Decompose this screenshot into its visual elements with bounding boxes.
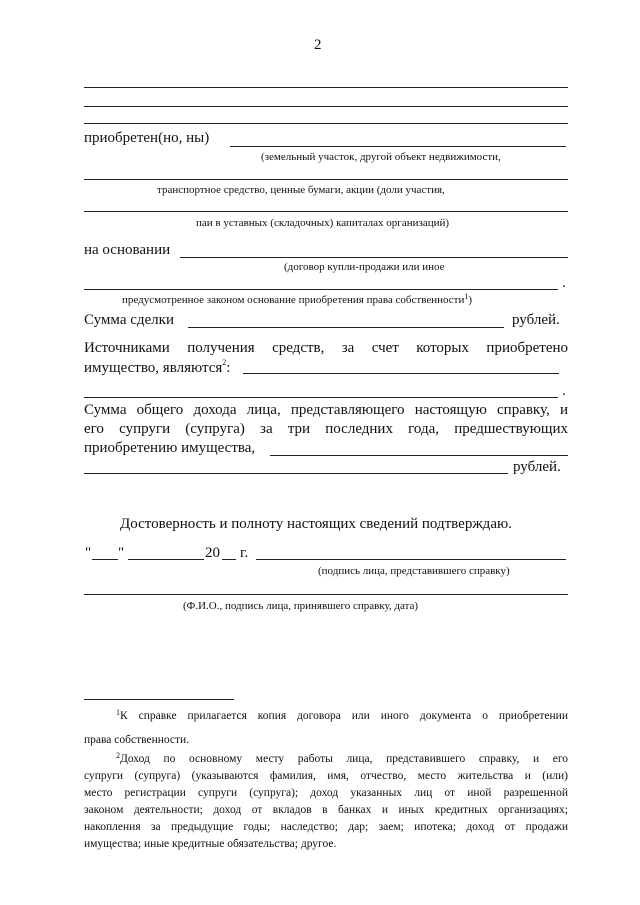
rubles-label: рублей.	[513, 459, 561, 475]
date-year-prefix: 20	[205, 545, 220, 561]
hint-signature-submitter: (подпись лица, представившего справку)	[318, 565, 510, 577]
acquired-input-line[interactable]	[230, 146, 566, 147]
blank-line[interactable]	[84, 179, 568, 180]
date-g: г.	[240, 545, 249, 561]
date-quote-open: "	[85, 545, 92, 561]
hint-legal-basis: предусмотренное законом основание приобретения права собственности$^1$)	[122, 292, 473, 306]
date-year-line[interactable]	[222, 559, 236, 560]
income-text-2: его супруги (супруга) за три последних года, предшествующих	[84, 421, 568, 437]
page-number: 2	[314, 37, 322, 53]
footnote-2-line-6: имущества; иные кредитные обязательства; другое.	[84, 838, 337, 850]
footnote-2: $^2$Доход по основному месту работы лица, представившего справку, и его	[116, 751, 568, 765]
footnote-separator	[84, 699, 234, 700]
blank-line[interactable]	[84, 289, 558, 290]
footnote-2-line-3: место регистрации супруги (супруга); доход указанных лиц от иной разрешенной	[84, 787, 568, 799]
sources-text-2: имущество, являются$^2$:	[84, 358, 231, 376]
footnote-2-line-5: накопления за предыдущие годы; наследство; дар; заем; ипотека; доход от продажи	[84, 821, 568, 833]
date-day-line[interactable]	[92, 559, 118, 560]
confirm-text: Достоверность и полноту настоящих сведений подтверждаю.	[120, 516, 512, 532]
basis-input-line[interactable]	[180, 257, 568, 258]
basis-label: на основании	[84, 242, 171, 258]
income-text: Сумма общего дохода лица, представляющего настоящую справку, и	[84, 402, 568, 418]
date-quote-close: "	[118, 545, 125, 561]
signature-submitter-line[interactable]	[256, 559, 566, 560]
footnote-2-line-2: супруги (супруга) (указываются фамилия, имя, отчество, место жительства и (или)	[84, 770, 568, 782]
blank-line	[84, 106, 568, 107]
sources-text: Источниками получения средств, за счет которых приобретено	[84, 340, 568, 356]
hint-contract: (договор купли-продажи или иное	[284, 261, 445, 273]
sources-input-line[interactable]	[243, 373, 559, 374]
deal-sum-input-line[interactable]	[188, 327, 504, 328]
footnote-1-cont: права собственности.	[84, 734, 190, 746]
income-text-3: приобретению имущества,	[84, 440, 256, 456]
blank-line	[84, 87, 568, 88]
rubles-label: рублей.	[512, 312, 560, 328]
hint-transport: транспортное средство, ценные бумаги, акции (доли участия,	[157, 184, 445, 196]
blank-line[interactable]	[84, 397, 558, 398]
hint-shares: паи в уставных (складочных) капиталах организаций)	[196, 217, 450, 229]
blank-line[interactable]	[84, 211, 568, 212]
blank-line	[84, 123, 568, 124]
acquired-label: приобретен(но, ны)	[84, 130, 210, 146]
hint-property: (земельный участок, другой объект недвижимости,	[261, 151, 501, 163]
date-month-line[interactable]	[128, 559, 204, 560]
signature-receiver-line[interactable]	[84, 594, 568, 595]
period: .	[562, 383, 566, 399]
deal-sum-label: Сумма сделки	[84, 312, 174, 328]
hint-signature-receiver: (Ф.И.О., подпись лица, принявшего справку, дата)	[183, 600, 419, 612]
income-input-line[interactable]	[270, 455, 568, 456]
income-sum-line[interactable]	[84, 473, 508, 474]
footnote-2-line-4: законом деятельности; доход от вкладов в банках и иных кредитных организациях;	[84, 804, 568, 816]
period: .	[562, 275, 566, 291]
footnote-1: $^1$К справке прилагается копия договора или иного документа о приобретении	[116, 708, 568, 722]
